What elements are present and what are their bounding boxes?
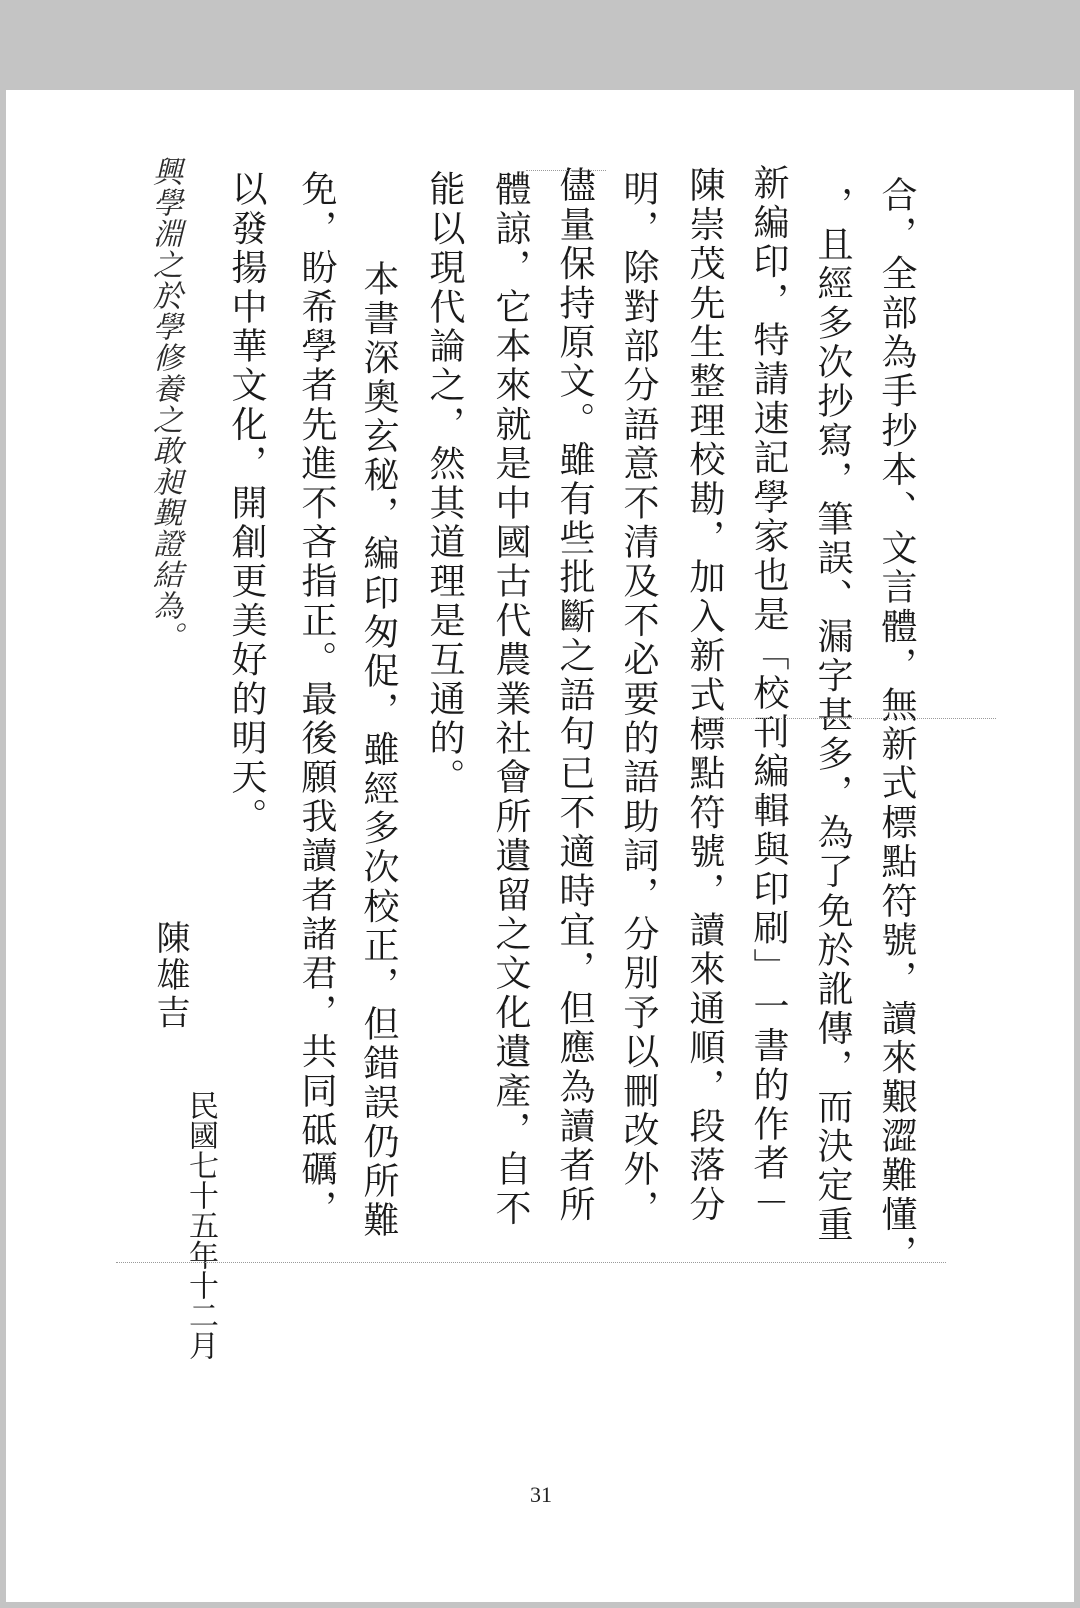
scan-artifact-line	[696, 718, 996, 720]
text-column-2: ，且經多次抄寫，筆誤、漏字甚多，為了免於訛傳，而決定重	[812, 186, 853, 1245]
handwritten-note: 興學淵之於學修養之敢昶覲證結為。	[147, 156, 182, 652]
signature-name: 陳雄吉	[150, 920, 190, 1032]
page-number: 31	[530, 1482, 552, 1507]
text-column-10: 免，盼希學者先進不吝指正。最後願我讀者諸君，共同砥礪，	[296, 170, 337, 1229]
signature-date: 民國七十五年十二月	[183, 1090, 218, 1360]
scanned-book-page	[6, 90, 1074, 1602]
text-column-7: 體諒，它本來就是中國古代農業社會所遺留之文化遺產，自不	[490, 170, 531, 1229]
text-column-9: 本書深奧玄秘，編印匆促，雖經多次校正，但錯誤仍所難	[358, 260, 399, 1240]
text-column-3: 新編印，特請速記學家也是「校刊編輯與印刷」一書的作者－	[748, 164, 789, 1223]
text-column-11: 以發揚中華文化，開創更美好的明天。	[226, 170, 267, 837]
text-column-8: 能以現代論之，然其道理是互通的。	[424, 170, 465, 798]
scan-artifact-line	[526, 170, 606, 172]
text-column-1: 合，全部為手抄本、文言體，無新式標點符號，讀來艱澀難懂，	[876, 176, 917, 1274]
scan-artifact-line	[116, 1262, 946, 1264]
text-column-5: 明，除對部分語意不清及不必要的語助詞，分別予以刪改外，	[618, 170, 659, 1229]
text-column-4: 陳崇茂先生整理校勘，加入新式標點符號，讀來通順，段落分	[684, 166, 725, 1225]
text-column-6: 儘量保持原文。雖有些批斷之語句已不適時宜，但應為讀者所	[554, 166, 595, 1225]
